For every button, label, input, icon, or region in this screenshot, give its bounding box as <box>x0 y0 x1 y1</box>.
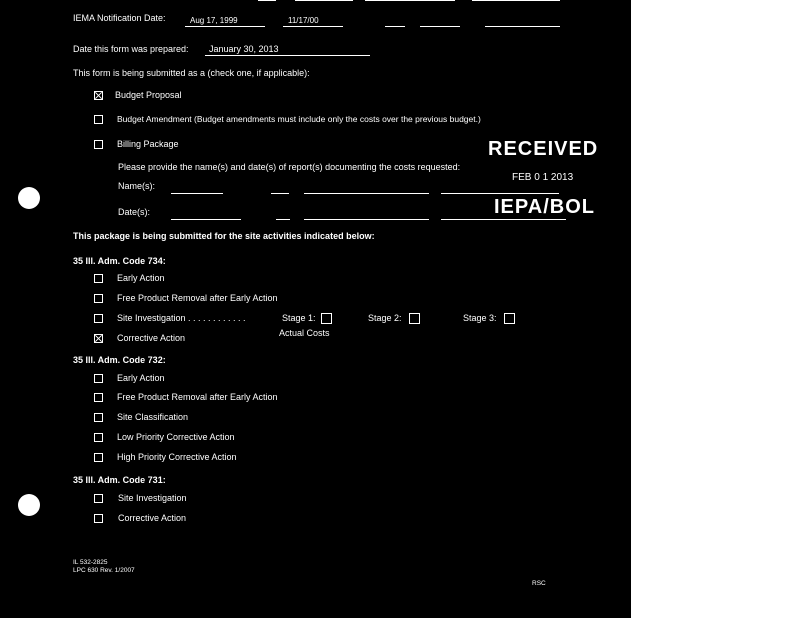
code-734-title: 35 Ill. Adm. Code 734: <box>73 256 166 266</box>
code-732-early-action-checkbox[interactable] <box>94 374 103 383</box>
code-734-site-investigation-label: Site Investigation . . . . . . . . . . . . <box>117 313 246 323</box>
dates-line <box>276 219 290 220</box>
reports-prompt: Please provide the name(s) and date(s) of report(s) documenting the costs requested: <box>118 162 461 172</box>
code-731-site-investigation-label: Site Investigation <box>118 493 187 503</box>
names-line <box>171 193 223 194</box>
code-731-corrective-action-checkbox[interactable] <box>94 514 103 523</box>
prepared-line <box>205 55 370 56</box>
budget-proposal-checkbox[interactable] <box>94 91 103 100</box>
received-stamp-agency: IEPA/BOL <box>494 196 595 218</box>
names-line <box>441 193 559 194</box>
top-cut-line <box>472 0 560 1</box>
stage-1-checkbox[interactable] <box>321 313 332 324</box>
code-732-early-action-label: Early Action <box>117 373 165 383</box>
top-cut-line <box>258 0 276 1</box>
code-734-free-product-checkbox[interactable] <box>94 294 103 303</box>
code-732-high-priority-label: High Priority Corrective Action <box>117 452 237 462</box>
iema-blank-line <box>385 26 405 27</box>
submission-prompt: This form is being submitted as a (check one, if applicable): <box>73 68 310 78</box>
code-731-title: 35 Ill. Adm. Code 731: <box>73 475 166 485</box>
dates-label: Date(s): <box>118 207 151 217</box>
iema-date-1[interactable]: Aug 17, 1999 <box>190 16 238 25</box>
received-stamp-date: FEB 0 1 2013 <box>512 172 574 183</box>
stage-3-label: Stage 3: <box>463 313 497 323</box>
billing-package-label: Billing Package <box>117 139 179 149</box>
code-732-site-classification-label: Site Classification <box>117 412 189 422</box>
dates-line <box>171 219 241 220</box>
stage-3-checkbox[interactable] <box>504 313 515 324</box>
code-732-low-priority-label: Low Priority Corrective Action <box>117 432 235 442</box>
code-732-title: 35 Ill. Adm. Code 732: <box>73 355 166 365</box>
code-734-site-investigation-checkbox[interactable] <box>94 314 103 323</box>
stage-1-label: Stage 1: <box>282 313 316 323</box>
prepared-label: Date this form was prepared: <box>73 44 189 54</box>
iema-blank-line <box>420 26 460 27</box>
code-731-site-investigation-checkbox[interactable] <box>94 494 103 503</box>
prepared-value[interactable]: January 30, 2013 <box>209 44 279 54</box>
page-mark: RSC <box>532 580 546 587</box>
names-line <box>271 193 289 194</box>
code-734-early-action-label: Early Action <box>117 273 165 283</box>
budget-amendment-checkbox[interactable] <box>94 115 103 124</box>
iema-label: IEMA Notification Date: <box>73 13 166 23</box>
iema-date-2-line <box>283 26 343 27</box>
code-732-free-product-checkbox[interactable] <box>94 393 103 402</box>
code-734-corrective-action-label: Corrective Action <box>117 333 186 343</box>
names-label: Name(s): <box>118 181 156 191</box>
iema-date-1-line <box>185 26 265 27</box>
dates-line <box>441 219 566 220</box>
code-732-free-product-label: Free Product Removal after Early Action <box>117 392 278 402</box>
iema-blank-line <box>485 26 560 27</box>
stage-2-label: Stage 2: <box>368 313 402 323</box>
received-stamp: RECEIVED <box>488 138 599 160</box>
actual-costs-label: Actual Costs <box>279 328 330 338</box>
names-line <box>304 193 429 194</box>
code-732-site-classification-checkbox[interactable] <box>94 413 103 422</box>
code-734-corrective-action-checkbox[interactable] <box>94 334 103 343</box>
billing-package-checkbox[interactable] <box>94 140 103 149</box>
dates-line <box>304 219 429 220</box>
top-cut-line <box>295 0 353 1</box>
stage-2-checkbox[interactable] <box>409 313 420 324</box>
code-732-low-priority-checkbox[interactable] <box>94 433 103 442</box>
code-732-high-priority-checkbox[interactable] <box>94 453 103 462</box>
code-734-free-product-label: Free Product Removal after Early Action <box>117 293 278 303</box>
form-revision: LPC 630 Rev. 1/2007 <box>73 567 135 574</box>
activities-intro: This package is being submitted for the site activities indicated below: <box>73 231 375 241</box>
budget-amendment-label: Budget Amendment (Budget amendments must include only the costs over the previous budget.) <box>117 114 481 124</box>
iema-date-2[interactable]: 11/17/00 <box>288 16 319 25</box>
code-734-early-action-checkbox[interactable] <box>94 274 103 283</box>
top-cut-line <box>365 0 455 1</box>
binder-hole-bottom <box>18 494 40 516</box>
form-id: IL 532-2825 <box>73 559 108 566</box>
code-731-corrective-action-label: Corrective Action <box>118 513 187 523</box>
budget-proposal-label: Budget Proposal <box>115 90 182 100</box>
binder-hole-top <box>18 187 40 209</box>
